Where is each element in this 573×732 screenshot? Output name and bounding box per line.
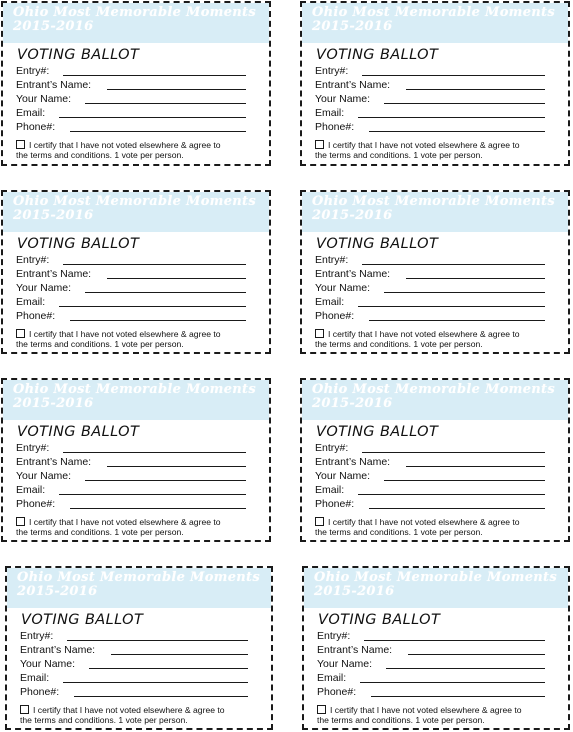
certify-checkbox[interactable] [315, 329, 324, 338]
phone-line[interactable] [369, 320, 545, 321]
field-entrant-name [315, 79, 545, 91]
certify-text [20, 705, 263, 725]
field-label: Your Name: [16, 282, 72, 294]
field-entry [16, 254, 246, 266]
entrant-name-line[interactable] [406, 466, 545, 467]
entry-line[interactable] [63, 264, 246, 265]
field-email [16, 107, 246, 119]
ballot-card-1 [1, 1, 271, 166]
card-banner [302, 3, 568, 43]
email-line[interactable] [59, 494, 246, 495]
your-name-line[interactable] [384, 480, 545, 481]
certify-line-2: the terms and conditions. 1 vote per person. [315, 339, 483, 349]
field-email [317, 672, 545, 684]
field-your-name [16, 470, 246, 482]
certify-line-1: I certify that I have not voted elsewhere & agree to [33, 705, 225, 715]
ballot-card-5 [1, 378, 271, 542]
card-banner [3, 192, 269, 232]
email-line[interactable] [63, 682, 248, 683]
field-entrant-name [16, 268, 246, 280]
field-label: Entry#: [16, 65, 50, 77]
entry-line[interactable] [362, 75, 545, 76]
phone-line[interactable] [74, 696, 248, 697]
email-line[interactable] [360, 682, 545, 683]
field-label: Entry#: [16, 442, 50, 454]
field-label: Phone#: [317, 686, 357, 698]
ballot-title: VOTING BALLOT [17, 424, 140, 440]
field-phone [315, 310, 545, 322]
field-entry [317, 630, 545, 642]
entrant-name-line[interactable] [406, 278, 545, 279]
field-phone [20, 686, 248, 698]
banner-text: Ohio Most Memorable Moments 2015-2016 [312, 5, 555, 34]
field-phone [16, 310, 246, 322]
email-line[interactable] [358, 306, 545, 307]
field-label: Entry#: [315, 254, 349, 266]
field-label: Email: [20, 672, 50, 684]
entrant-name-line[interactable] [107, 466, 246, 467]
certify-checkbox[interactable] [16, 140, 25, 149]
field-label: Phone#: [16, 121, 56, 133]
field-label: Entrant’s Name: [315, 79, 391, 91]
certify-line-1: I certify that I have not voted elsewhere & agree to [29, 517, 221, 527]
field-label: Entry#: [20, 630, 54, 642]
phone-line[interactable] [70, 508, 246, 509]
banner-text: Ohio Most Memorable Moments 2015-2016 [312, 194, 555, 223]
field-label: Phone#: [315, 498, 355, 510]
field-phone [16, 121, 246, 133]
certify-text [315, 517, 560, 537]
ballot-title: VOTING BALLOT [17, 47, 140, 63]
field-label: Phone#: [16, 498, 56, 510]
field-your-name [20, 658, 248, 670]
email-line[interactable] [358, 494, 545, 495]
field-your-name [315, 282, 545, 294]
field-label: Email: [16, 107, 46, 119]
your-name-line[interactable] [386, 668, 545, 669]
field-label: Entry#: [315, 442, 349, 454]
field-entrant-name [315, 456, 545, 468]
entry-line[interactable] [63, 452, 246, 453]
entrant-name-line[interactable] [107, 278, 246, 279]
email-line[interactable] [358, 117, 545, 118]
banner-text: Ohio Most Memorable Moments 2015-2016 [13, 194, 256, 223]
field-your-name [315, 93, 545, 105]
entry-line[interactable] [364, 640, 545, 641]
field-entrant-name [16, 79, 246, 91]
your-name-line[interactable] [85, 292, 246, 293]
field-label: Email: [315, 107, 345, 119]
certify-line-1: I certify that I have not voted elsewhere & agree to [330, 705, 522, 715]
field-entrant-name [20, 644, 248, 656]
field-entry [16, 442, 246, 454]
ballot-card-3 [1, 190, 271, 354]
field-label: Phone#: [20, 686, 60, 698]
ballot-card-2 [300, 1, 570, 166]
ballot-card-4 [300, 190, 570, 354]
field-label: Entrant’s Name: [317, 644, 393, 656]
field-label: Entry#: [16, 254, 50, 266]
field-label: Your Name: [317, 658, 373, 670]
ballot-title: VOTING BALLOT [21, 612, 144, 628]
field-entry [20, 630, 248, 642]
certify-checkbox[interactable] [20, 705, 29, 714]
ballot-title: VOTING BALLOT [17, 236, 140, 252]
certify-line-1: I certify that I have not voted elsewhere & agree to [328, 329, 520, 339]
your-name-line[interactable] [89, 668, 248, 669]
field-entry [16, 65, 246, 77]
certify-line-2: the terms and conditions. 1 vote per person. [315, 527, 483, 537]
certify-text [315, 140, 560, 160]
field-label: Phone#: [315, 310, 355, 322]
field-label: Your Name: [16, 470, 72, 482]
field-entry [315, 442, 545, 454]
field-label: Entrant’s Name: [315, 456, 391, 468]
field-label: Email: [16, 484, 46, 496]
phone-line[interactable] [371, 696, 545, 697]
entrant-name-line[interactable] [406, 89, 545, 90]
certify-line-2: the terms and conditions. 1 vote per person. [16, 150, 184, 160]
ballot-title: VOTING BALLOT [316, 424, 439, 440]
field-label: Entrant’s Name: [315, 268, 391, 280]
card-banner [304, 568, 568, 608]
ballot-title: VOTING BALLOT [318, 612, 441, 628]
banner-text: Ohio Most Memorable Moments 2015-2016 [17, 570, 260, 599]
certify-line-2: the terms and conditions. 1 vote per person. [315, 150, 483, 160]
email-line[interactable] [59, 306, 246, 307]
field-label: Entrant’s Name: [16, 268, 92, 280]
card-banner [7, 568, 271, 608]
certify-line-2: the terms and conditions. 1 vote per person. [16, 527, 184, 537]
certify-text [315, 329, 560, 349]
field-label: Phone#: [315, 121, 355, 133]
field-label: Entrant’s Name: [16, 456, 92, 468]
field-label: Your Name: [315, 282, 371, 294]
entry-line[interactable] [362, 264, 545, 265]
field-label: Phone#: [16, 310, 56, 322]
your-name-line[interactable] [85, 480, 246, 481]
field-label: Entry#: [317, 630, 351, 642]
field-label: Your Name: [20, 658, 76, 670]
field-entry [315, 254, 545, 266]
field-phone [315, 121, 545, 133]
field-email [315, 484, 545, 496]
banner-text: Ohio Most Memorable Moments 2015-2016 [13, 5, 256, 34]
banner-text: Ohio Most Memorable Moments 2015-2016 [314, 570, 557, 599]
your-name-line[interactable] [384, 292, 545, 293]
certify-checkbox[interactable] [16, 517, 25, 526]
certify-line-2: the terms and conditions. 1 vote per person. [16, 339, 184, 349]
field-phone [16, 498, 246, 510]
phone-line[interactable] [369, 131, 545, 132]
banner-text: Ohio Most Memorable Moments 2015-2016 [312, 382, 555, 411]
field-label: Your Name: [315, 470, 371, 482]
card-banner [302, 192, 568, 232]
field-label: Your Name: [315, 93, 371, 105]
certify-text [317, 705, 560, 725]
field-label: Entrant’s Name: [20, 644, 96, 656]
entry-line[interactable] [67, 640, 248, 641]
certify-line-2: the terms and conditions. 1 vote per person. [20, 715, 188, 725]
ballot-card-8 [302, 566, 570, 730]
card-banner [3, 3, 269, 43]
field-label: Email: [315, 296, 345, 308]
certify-line-2: the terms and conditions. 1 vote per person. [317, 715, 485, 725]
certify-checkbox[interactable] [315, 140, 324, 149]
your-name-line[interactable] [85, 103, 246, 104]
field-label: Entrant’s Name: [16, 79, 92, 91]
ballot-card-6 [300, 378, 570, 542]
ballot-card-7 [5, 566, 273, 730]
field-email [20, 672, 248, 684]
certify-text [16, 140, 261, 160]
field-email [315, 107, 545, 119]
field-your-name [317, 658, 545, 670]
phone-line[interactable] [70, 320, 246, 321]
certify-text [16, 329, 261, 349]
field-label: Email: [317, 672, 347, 684]
field-entrant-name [317, 644, 545, 656]
field-phone [315, 498, 545, 510]
card-banner [302, 380, 568, 420]
ballot-title: VOTING BALLOT [316, 47, 439, 63]
certify-text [16, 517, 261, 537]
field-email [16, 296, 246, 308]
certify-line-1: I certify that I have not voted elsewhere & agree to [328, 517, 520, 527]
field-entry [315, 65, 545, 77]
entrant-name-line[interactable] [111, 654, 248, 655]
field-email [16, 484, 246, 496]
field-your-name [16, 282, 246, 294]
your-name-line[interactable] [384, 103, 545, 104]
ballot-title: VOTING BALLOT [316, 236, 439, 252]
phone-line[interactable] [70, 131, 246, 132]
field-label: Email: [315, 484, 345, 496]
field-email [315, 296, 545, 308]
certify-line-1: I certify that I have not voted elsewhere & agree to [29, 140, 221, 150]
certify-checkbox[interactable] [16, 329, 25, 338]
field-label: Your Name: [16, 93, 72, 105]
field-label: Email: [16, 296, 46, 308]
phone-line[interactable] [369, 508, 545, 509]
field-entrant-name [315, 268, 545, 280]
card-banner [3, 380, 269, 420]
banner-text: Ohio Most Memorable Moments 2015-2016 [13, 382, 256, 411]
field-your-name [315, 470, 545, 482]
certify-checkbox[interactable] [315, 517, 324, 526]
field-your-name [16, 93, 246, 105]
certify-line-1: I certify that I have not voted elsewhere & agree to [29, 329, 221, 339]
field-entrant-name [16, 456, 246, 468]
entry-line[interactable] [63, 75, 246, 76]
entrant-name-line[interactable] [107, 89, 246, 90]
entrant-name-line[interactable] [408, 654, 545, 655]
field-phone [317, 686, 545, 698]
email-line[interactable] [59, 117, 246, 118]
field-label: Entry#: [315, 65, 349, 77]
certify-line-1: I certify that I have not voted elsewhere & agree to [328, 140, 520, 150]
entry-line[interactable] [362, 452, 545, 453]
certify-checkbox[interactable] [317, 705, 326, 714]
